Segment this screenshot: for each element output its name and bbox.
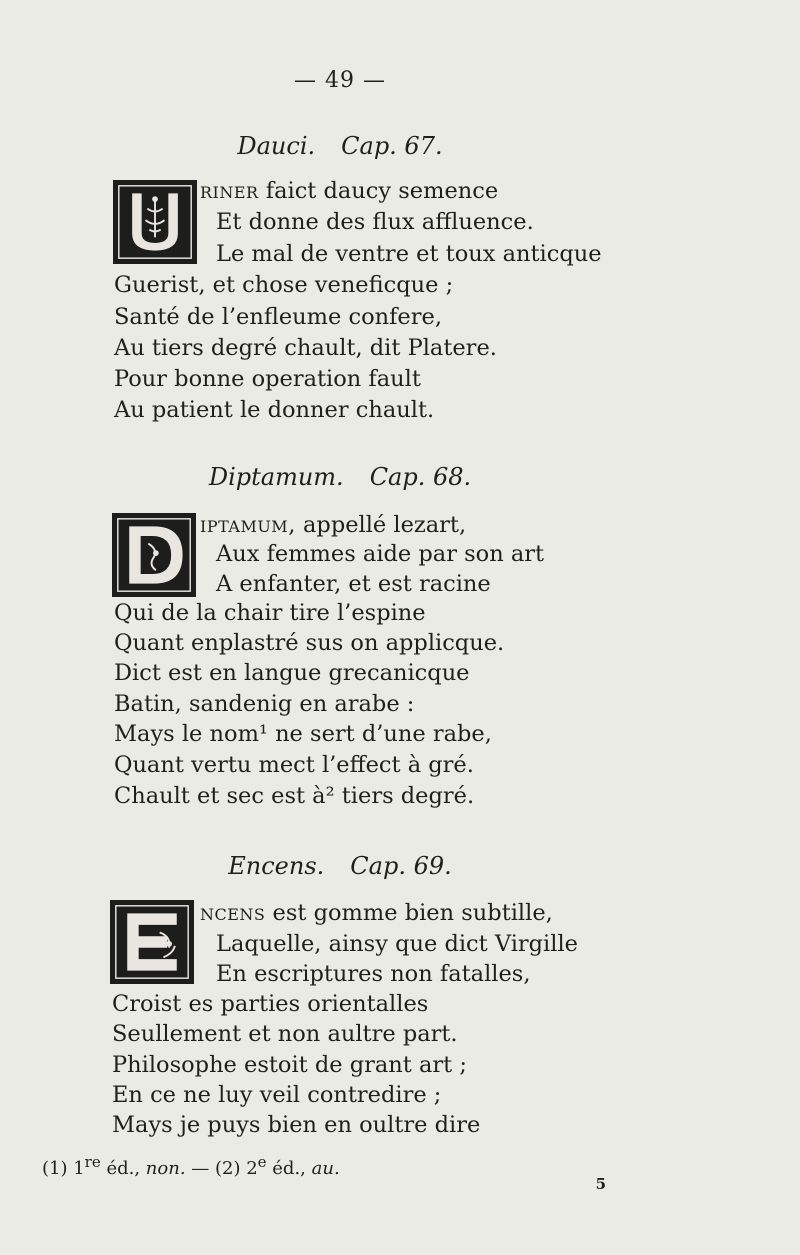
verse-line: En escriptures non fatalles, (216, 961, 531, 987)
signature-mark: 5 (595, 1175, 606, 1193)
initial-word: ncens (200, 900, 266, 926)
verse-line: En ce ne luy veil contredire ; (112, 1082, 442, 1108)
verse-line: Au patient le donner chault. (114, 397, 435, 423)
section-title: Diptamum. (208, 463, 344, 491)
footnote: (1) 1re éd., non. — (2) 2e éd., au. (42, 1153, 340, 1179)
verse-line: Mays je puys bien en oultre dire (112, 1112, 481, 1138)
verse-line: Laquelle, ainsy que dict Virgille (216, 931, 578, 957)
section-title: Encens. (228, 852, 325, 880)
section-heading-dauci (0, 132, 680, 160)
verse-line: Quant vertu mect l’effect à gré. (114, 752, 474, 778)
verse-line: Le mal de ventre et toux anticque (216, 241, 602, 267)
ornamental-initial-e (110, 900, 194, 984)
verse-line: Batin, sandenig en arabe : (114, 691, 415, 717)
initial-word: iptamum, (200, 512, 296, 538)
verse-line: Santé de l’enfleume confere, (114, 304, 442, 330)
page-number: — 49 — (294, 68, 386, 93)
section-heading-diptamum (0, 463, 680, 491)
verse-line: Chault et sec est à² tiers degré. (114, 783, 475, 809)
initial-word: riner (200, 178, 259, 204)
verse-line: iptamum, appellé lezart, (200, 512, 467, 538)
verse-line: Et donne des flux affluence. (216, 209, 534, 235)
verse-line: Aux femmes aide par son art (216, 541, 545, 567)
verse-line: riner faict daucy semence (200, 178, 499, 204)
ornamental-initial-u (113, 180, 197, 264)
verse-line: Mays le nom¹ ne sert d’une rabe, (114, 721, 492, 747)
section-title: Dauci. (237, 132, 316, 160)
verse-line: Quant enplastré sus on applicque. (114, 630, 505, 656)
chapter-label: Cap. 67. (341, 132, 443, 160)
verse-line: Croist es parties orientalles (112, 991, 429, 1017)
verse-line: Qui de la chair tire l’espine (114, 600, 426, 626)
verse-line: Guerist, et chose veneficque ; (114, 272, 454, 298)
verse-line: ncens est gomme bien subtille, (200, 900, 553, 926)
verse-line: A enfanter, et est racine (216, 571, 491, 597)
verse-line: Dict est en langue grecanicque (114, 660, 470, 686)
ornamental-initial-d (112, 513, 196, 597)
chapter-label: Cap. 69. (350, 852, 452, 880)
verse-line: Au tiers degré chault, dit Platere. (114, 335, 497, 361)
section-heading-encens (0, 852, 680, 880)
verse-line: Seullement et non aultre part. (112, 1021, 458, 1047)
chapter-label: Cap. 68. (369, 463, 472, 491)
verse-line: Pour bonne operation fault (114, 366, 421, 392)
verse-line: Philosophe estoit de grant art ; (112, 1052, 467, 1078)
